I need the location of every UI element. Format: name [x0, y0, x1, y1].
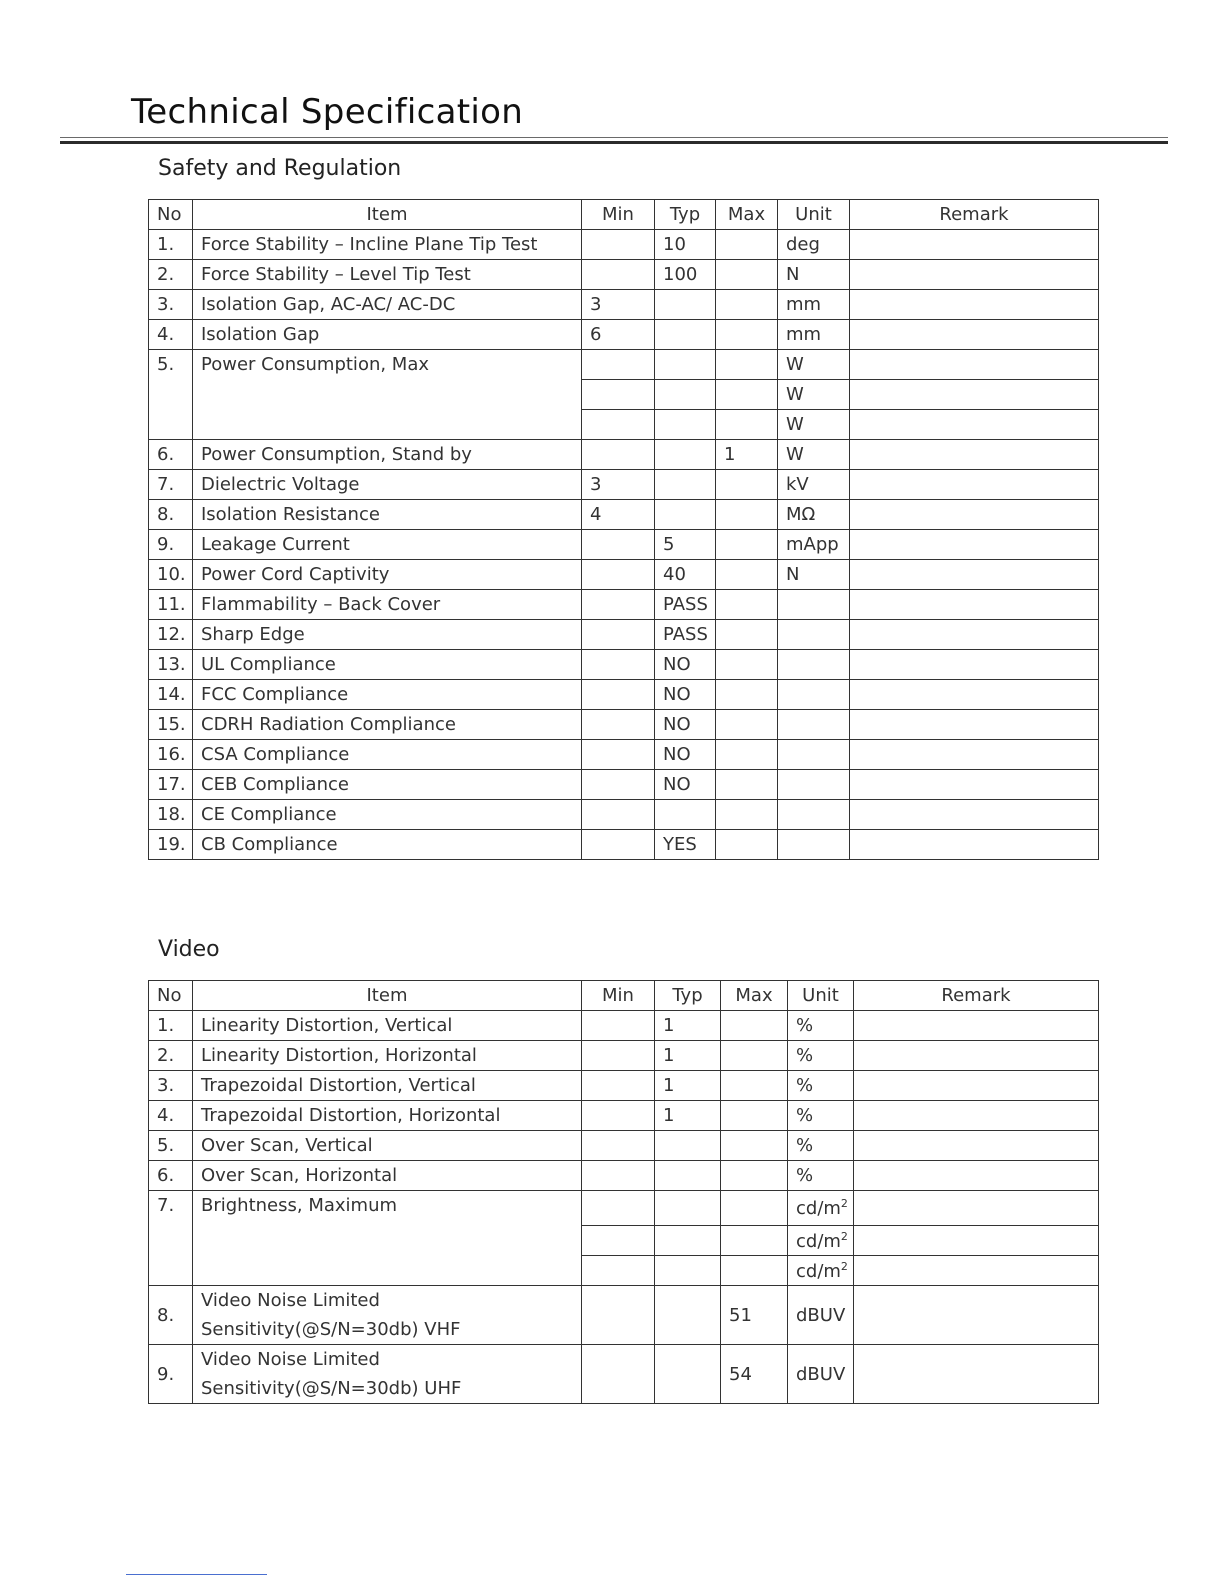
- cell-unit: MΩ: [778, 500, 850, 530]
- cell-max: [721, 1071, 788, 1101]
- cell-item: Over Scan, Vertical: [193, 1131, 582, 1161]
- cell-no: 2.: [149, 1041, 193, 1071]
- cell-remark: [850, 830, 1099, 860]
- cell-remark: [854, 1286, 1099, 1345]
- cell-typ: [655, 1345, 721, 1404]
- safety-table: [148, 199, 1099, 860]
- title-rule-thin: [60, 137, 1168, 138]
- header-item: Item: [193, 981, 582, 1011]
- cell-min: [582, 710, 655, 740]
- table-row: [149, 1101, 1099, 1131]
- cell-unit: [778, 590, 850, 620]
- cell-typ: [655, 410, 716, 440]
- cell-no: 11.: [149, 590, 193, 620]
- cell-typ: [655, 1191, 721, 1226]
- cell-item: Isolation Resistance: [193, 500, 582, 530]
- table-row: [149, 650, 1099, 680]
- cell-item: [193, 1286, 582, 1345]
- table-row: [149, 290, 1099, 320]
- cell-max: [716, 800, 778, 830]
- cell-remark: [850, 740, 1099, 770]
- cell-min: [582, 1041, 655, 1071]
- item-line-1: Video Noise Limited: [201, 1290, 380, 1311]
- cell-typ: 40: [655, 560, 716, 590]
- cell-max: [716, 320, 778, 350]
- table-row: [149, 1345, 1099, 1404]
- cell-unit: kV: [778, 470, 850, 500]
- header-typ: Typ: [655, 200, 716, 230]
- table-row: [149, 470, 1099, 500]
- cell-typ: [655, 1161, 721, 1191]
- cell-min: [582, 650, 655, 680]
- cell-max: [716, 560, 778, 590]
- cell-max: [721, 1256, 788, 1286]
- unit-base: cd/m: [796, 1230, 841, 1252]
- table-row: [149, 680, 1099, 710]
- cell-no: 9.: [149, 1345, 193, 1404]
- cell-remark: [850, 290, 1099, 320]
- table-row: [149, 830, 1099, 860]
- cell-typ: [655, 290, 716, 320]
- cell-min: [582, 590, 655, 620]
- cell-item: Leakage Current: [193, 530, 582, 560]
- cell-unit: [788, 1256, 854, 1286]
- cell-max: [716, 680, 778, 710]
- cell-no: 13.: [149, 650, 193, 680]
- item-line-2: Sensitivity(@S/N=30db) VHF: [201, 1319, 461, 1340]
- table-header-row: [149, 200, 1099, 230]
- cell-max: [716, 710, 778, 740]
- cell-remark: [850, 590, 1099, 620]
- cell-item: CDRH Radiation Compliance: [193, 710, 582, 740]
- cell-unit: deg: [778, 230, 850, 260]
- cell-min: [582, 530, 655, 560]
- cell-item: UL Compliance: [193, 650, 582, 680]
- cell-typ: 10: [655, 230, 716, 260]
- cell-min: [582, 1101, 655, 1131]
- cell-item: Trapezoidal Distortion, Horizontal: [193, 1101, 582, 1131]
- cell-remark: [850, 560, 1099, 590]
- cell-unit: %: [788, 1131, 854, 1161]
- cell-min: [582, 1256, 655, 1286]
- cell-remark: [854, 1011, 1099, 1041]
- cell-remark: [850, 350, 1099, 380]
- header-remark: Remark: [850, 200, 1099, 230]
- cell-no: 12.: [149, 620, 193, 650]
- cell-remark: [850, 680, 1099, 710]
- cell-item: Force Stability – Incline Plane Tip Test: [193, 230, 582, 260]
- table-row: [149, 230, 1099, 260]
- cell-max: [716, 290, 778, 320]
- cell-min: [582, 410, 655, 440]
- table-row: [149, 710, 1099, 740]
- unit-sup: 2: [840, 1229, 848, 1243]
- cell-max: [721, 1131, 788, 1161]
- cell-typ: [655, 380, 716, 410]
- table-row: [149, 1041, 1099, 1071]
- cell-max: [721, 1011, 788, 1041]
- cell-no: 14.: [149, 680, 193, 710]
- header-max: Max: [721, 981, 788, 1011]
- table-row: [149, 620, 1099, 650]
- cell-max: [716, 620, 778, 650]
- cell-min: [582, 1226, 655, 1256]
- table-row: [149, 320, 1099, 350]
- header-min: Min: [582, 981, 655, 1011]
- cell-item: Power Consumption, Stand by: [193, 440, 582, 470]
- cell-remark: [854, 1071, 1099, 1101]
- cell-item: Force Stability – Level Tip Test: [193, 260, 582, 290]
- cell-max: [716, 650, 778, 680]
- header-remark: Remark: [854, 981, 1099, 1011]
- cell-typ: [655, 1226, 721, 1256]
- cell-typ: YES: [655, 830, 716, 860]
- cell-no: 4.: [149, 1101, 193, 1131]
- cell-typ: NO: [655, 680, 716, 710]
- table-row: [149, 440, 1099, 470]
- cell-typ: 1: [655, 1101, 721, 1131]
- cell-min: [582, 380, 655, 410]
- cell-typ: [655, 1256, 721, 1286]
- unit-base: cd/m: [796, 1198, 841, 1219]
- cell-item: CE Compliance: [193, 800, 582, 830]
- cell-unit: dBUV: [788, 1286, 854, 1345]
- cell-unit: [788, 1191, 854, 1226]
- header-min: Min: [582, 200, 655, 230]
- table-row: [149, 530, 1099, 560]
- cell-unit: [778, 650, 850, 680]
- cell-max: [716, 350, 778, 380]
- cell-max: [716, 470, 778, 500]
- cell-no: 7.: [149, 1191, 193, 1286]
- cell-max: 1: [716, 440, 778, 470]
- cell-typ: PASS: [655, 590, 716, 620]
- cell-item: Brightness, Maximum: [193, 1191, 582, 1286]
- table-row: [149, 350, 1099, 380]
- cell-min: [582, 560, 655, 590]
- cell-min: [582, 350, 655, 380]
- cell-typ: NO: [655, 650, 716, 680]
- unit-sup: 2: [840, 1197, 848, 1210]
- cell-max: [716, 770, 778, 800]
- cell-unit: [778, 770, 850, 800]
- cell-remark: [854, 1041, 1099, 1071]
- cell-unit: %: [788, 1071, 854, 1101]
- cell-remark: [850, 620, 1099, 650]
- cell-max: [721, 1191, 788, 1226]
- cell-remark: [850, 650, 1099, 680]
- cell-typ: 100: [655, 260, 716, 290]
- title-rule-thick: [60, 141, 1168, 144]
- cell-remark: [854, 1101, 1099, 1131]
- cell-no: 5.: [149, 1131, 193, 1161]
- cell-max: [716, 410, 778, 440]
- unit-base: cd/m: [796, 1260, 841, 1282]
- cell-unit: %: [788, 1101, 854, 1131]
- cell-no: 8.: [149, 1286, 193, 1345]
- cell-item: Power Consumption, Max: [193, 350, 582, 440]
- table-row: [149, 1071, 1099, 1101]
- cell-min: [582, 740, 655, 770]
- cell-min: [582, 620, 655, 650]
- cell-unit: W: [778, 440, 850, 470]
- table-row: [149, 800, 1099, 830]
- header-typ: Typ: [655, 981, 721, 1011]
- cell-remark: [850, 320, 1099, 350]
- cell-unit: W: [778, 410, 850, 440]
- footer-link-underline: [126, 1574, 267, 1575]
- cell-item: Trapezoidal Distortion, Vertical: [193, 1071, 582, 1101]
- cell-min: [582, 230, 655, 260]
- table-row: [149, 740, 1099, 770]
- cell-remark: [854, 1131, 1099, 1161]
- cell-no: 17.: [149, 770, 193, 800]
- cell-no: 18.: [149, 800, 193, 830]
- cell-no: 6.: [149, 440, 193, 470]
- cell-typ: 1: [655, 1041, 721, 1071]
- cell-item: FCC Compliance: [193, 680, 582, 710]
- header-unit: Unit: [778, 200, 850, 230]
- cell-max: [716, 530, 778, 560]
- cell-remark: [850, 380, 1099, 410]
- cell-item: Over Scan, Horizontal: [193, 1161, 582, 1191]
- table-row: [149, 560, 1099, 590]
- cell-max: [721, 1101, 788, 1131]
- page-title: Technical Specification: [131, 92, 524, 132]
- table-row: [149, 770, 1099, 800]
- cell-remark: [854, 1161, 1099, 1191]
- cell-unit: [778, 710, 850, 740]
- cell-item: CEB Compliance: [193, 770, 582, 800]
- cell-min: [582, 1345, 655, 1404]
- cell-no: 15.: [149, 710, 193, 740]
- cell-remark: [850, 410, 1099, 440]
- cell-max: [716, 830, 778, 860]
- cell-item: Linearity Distortion, Horizontal: [193, 1041, 582, 1071]
- cell-item: Dielectric Voltage: [193, 470, 582, 500]
- cell-unit: N: [778, 560, 850, 590]
- table-row: [149, 260, 1099, 290]
- cell-remark: [850, 440, 1099, 470]
- cell-unit: %: [788, 1011, 854, 1041]
- cell-max: 54: [721, 1345, 788, 1404]
- cell-unit: [778, 800, 850, 830]
- cell-unit: dBUV: [788, 1345, 854, 1404]
- cell-remark: [850, 710, 1099, 740]
- cell-remark: [850, 260, 1099, 290]
- cell-max: [716, 740, 778, 770]
- cell-typ: NO: [655, 770, 716, 800]
- cell-typ: [655, 440, 716, 470]
- cell-no: 1.: [149, 1011, 193, 1041]
- cell-typ: [655, 320, 716, 350]
- cell-unit: %: [788, 1041, 854, 1071]
- cell-unit: [778, 680, 850, 710]
- table-row: [149, 500, 1099, 530]
- cell-typ: NO: [655, 740, 716, 770]
- table-row: [149, 1011, 1099, 1041]
- cell-unit: [788, 1226, 854, 1256]
- cell-max: [716, 260, 778, 290]
- cell-min: 6: [582, 320, 655, 350]
- cell-min: [582, 1011, 655, 1041]
- cell-remark: [854, 1256, 1099, 1286]
- table-row: [149, 1286, 1099, 1345]
- table-row: [149, 1131, 1099, 1161]
- cell-max: [716, 500, 778, 530]
- cell-remark: [854, 1345, 1099, 1404]
- cell-typ: 1: [655, 1071, 721, 1101]
- cell-remark: [854, 1226, 1099, 1256]
- cell-item: Isolation Gap, AC-AC/ AC-DC: [193, 290, 582, 320]
- cell-unit: W: [778, 380, 850, 410]
- cell-max: [721, 1226, 788, 1256]
- cell-no: 2.: [149, 260, 193, 290]
- table-row: [149, 590, 1099, 620]
- cell-remark: [854, 1191, 1099, 1226]
- cell-max: 51: [721, 1286, 788, 1345]
- item-line-1: Video Noise Limited: [201, 1349, 380, 1370]
- cell-item: Isolation Gap: [193, 320, 582, 350]
- cell-typ: [655, 1131, 721, 1161]
- cell-min: 4: [582, 500, 655, 530]
- cell-min: [582, 1161, 655, 1191]
- unit-sup: 2: [840, 1259, 848, 1273]
- cell-item: Flammability – Back Cover: [193, 590, 582, 620]
- cell-item: Linearity Distortion, Vertical: [193, 1011, 582, 1041]
- table-row: [149, 1161, 1099, 1191]
- cell-no: 3.: [149, 1071, 193, 1101]
- cell-unit: %: [788, 1161, 854, 1191]
- cell-typ: [655, 1286, 721, 1345]
- cell-unit: mm: [778, 320, 850, 350]
- cell-no: 6.: [149, 1161, 193, 1191]
- header-item: Item: [193, 200, 582, 230]
- cell-no: 4.: [149, 320, 193, 350]
- cell-typ: 5: [655, 530, 716, 560]
- cell-no: 19.: [149, 830, 193, 860]
- cell-max: [716, 590, 778, 620]
- cell-min: [582, 800, 655, 830]
- cell-unit: mm: [778, 290, 850, 320]
- cell-min: [582, 440, 655, 470]
- item-line-2: Sensitivity(@S/N=30db) UHF: [201, 1378, 462, 1399]
- cell-remark: [850, 530, 1099, 560]
- cell-unit: [778, 740, 850, 770]
- cell-max: [716, 380, 778, 410]
- cell-item: Power Cord Captivity: [193, 560, 582, 590]
- cell-unit: [778, 620, 850, 650]
- header-no: No: [149, 981, 193, 1011]
- cell-min: [582, 260, 655, 290]
- cell-typ: [655, 800, 716, 830]
- cell-max: [721, 1041, 788, 1071]
- cell-typ: [655, 470, 716, 500]
- cell-no: 3.: [149, 290, 193, 320]
- video-table: [148, 980, 1099, 1404]
- cell-remark: [850, 470, 1099, 500]
- cell-no: 7.: [149, 470, 193, 500]
- header-no: No: [149, 200, 193, 230]
- table-row: [149, 1191, 1099, 1226]
- cell-max: [716, 230, 778, 260]
- cell-min: [582, 770, 655, 800]
- cell-no: 16.: [149, 740, 193, 770]
- cell-min: [582, 1131, 655, 1161]
- cell-unit: mApp: [778, 530, 850, 560]
- cell-remark: [850, 770, 1099, 800]
- cell-typ: PASS: [655, 620, 716, 650]
- video-section-heading: Video: [158, 937, 220, 962]
- cell-min: 3: [582, 470, 655, 500]
- cell-item: CSA Compliance: [193, 740, 582, 770]
- cell-remark: [850, 500, 1099, 530]
- cell-typ: [655, 350, 716, 380]
- cell-no: 9.: [149, 530, 193, 560]
- cell-typ: [655, 500, 716, 530]
- cell-unit: N: [778, 260, 850, 290]
- safety-section-heading: Safety and Regulation: [158, 156, 402, 181]
- cell-typ: NO: [655, 710, 716, 740]
- cell-unit: W: [778, 350, 850, 380]
- cell-item: Sharp Edge: [193, 620, 582, 650]
- cell-min: 3: [582, 290, 655, 320]
- cell-min: [582, 1286, 655, 1345]
- cell-typ: 1: [655, 1011, 721, 1041]
- cell-item: [193, 1345, 582, 1404]
- cell-min: [582, 1071, 655, 1101]
- cell-remark: [850, 800, 1099, 830]
- cell-min: [582, 680, 655, 710]
- table-header-row: [149, 981, 1099, 1011]
- cell-no: 5.: [149, 350, 193, 440]
- cell-item: CB Compliance: [193, 830, 582, 860]
- cell-min: [582, 830, 655, 860]
- cell-max: [721, 1161, 788, 1191]
- cell-remark: [850, 230, 1099, 260]
- cell-no: 1.: [149, 230, 193, 260]
- cell-no: 8.: [149, 500, 193, 530]
- cell-no: 10.: [149, 560, 193, 590]
- header-unit: Unit: [788, 981, 854, 1011]
- header-max: Max: [716, 200, 778, 230]
- cell-min: [582, 1191, 655, 1226]
- cell-unit: [778, 830, 850, 860]
